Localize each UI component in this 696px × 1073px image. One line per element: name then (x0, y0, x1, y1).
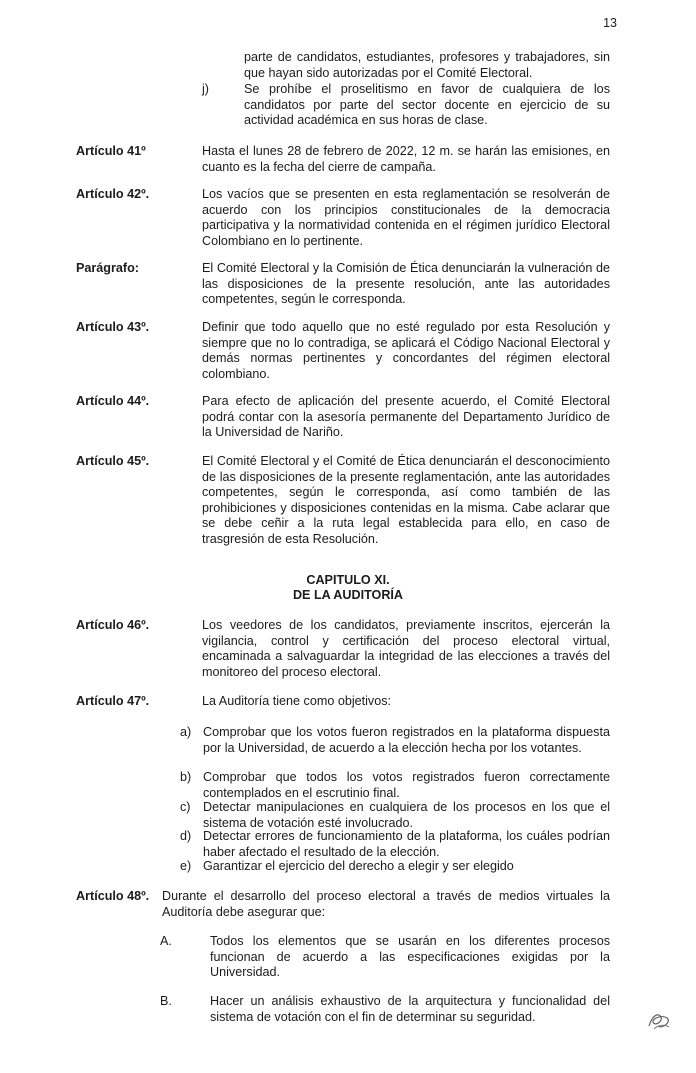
article-45-label: Artículo 45º. (76, 454, 150, 468)
article-42-label: Artículo 42º. (76, 187, 150, 201)
list-marker: a) (180, 725, 192, 739)
article-46-label: Artículo 46º. (76, 618, 150, 632)
list-item-text: Detectar manipulaciones en cualquiera de los procesos en los que el sistema de votación esté involucrado. (203, 800, 610, 830)
list-item-text: Comprobar que los votos fueron registrados en la plataforma dispuesta por la Universidad, de acuerdo a la elección hecha por los votantes. (203, 725, 610, 755)
list-item-text: Garantizar el ejercicio del derecho a elegir y ser elegido (203, 859, 514, 873)
paragrafo-label: Parágrafo: (76, 261, 139, 275)
list-marker: e) (180, 859, 192, 873)
list-item-j: Se prohíbe el proselitismo en favor de cualquiera de los candidatos por parte del sector docente en ejercicio de su actividad académica en sus horas de clase. (244, 82, 610, 128)
paragrafo-text: El Comité Electoral y la Comisión de Ética denunciarán la vulneración de las disposiciones de la presente resolución, ante las autoridades competentes, según le corresponda. (202, 261, 610, 307)
article-44-label: Artículo 44º. (76, 394, 150, 408)
list-item (180, 770, 610, 801)
list-item (180, 829, 610, 860)
article-43-label: Artículo 43º. (76, 320, 150, 334)
article-44-text: Para efecto de aplicación del presente acuerdo, el Comité Electoral podrá contar con la asesoría permanente del Departamento Jurídico de la Universidad de Nariño. (202, 394, 610, 440)
list-marker: c) (180, 800, 191, 814)
continuation-text: parte de candidatos, estudiantes, profesores y trabajadores, sin que hayan sido autorizadas por el Comité Electoral. (244, 50, 610, 80)
article-47-text: La Auditoría tiene como objetivos: (202, 694, 392, 708)
article-41-label: Artículo 41º (76, 144, 146, 158)
list-item-text: Comprobar que todos los votos registrados fueron correctamente contemplados en el escrutinio final. (203, 770, 610, 800)
list-marker: b) (180, 770, 192, 784)
article-48-label: Artículo 48º. (76, 889, 150, 903)
chapter-subtitle: DE LA AUDITORÍA (292, 588, 404, 602)
list-item (160, 994, 610, 1025)
article-42-text: Los vacíos que se presenten en esta reglamentación se resolverán de acuerdo con los principios constitucionales de la democracia participativa y la normatividad contenida en el régimen jurídico Electoral Colombiano en lo pertinente. (202, 187, 610, 248)
chapter-title: CAPITULO XI. (306, 573, 390, 587)
list-item-text: Hacer un análisis exhaustivo de la arquitectura y funcionalidad del sistema de votación con el fin de determinar su seguridad. (210, 994, 610, 1024)
signature-mark (646, 1008, 672, 1034)
list-item-text: Todos los elementos que se usarán en los diferentes procesos funcionan de acuerdo a las especificaciones exigidas por la Universidad. (210, 934, 610, 980)
page-number: 13 (603, 16, 617, 30)
list-item (180, 859, 610, 875)
article-48-text: Durante el desarrollo del proceso electoral a través de medios virtuales la Auditoría debe asegurar que: (162, 889, 610, 919)
article-41-text: Hasta el lunes 28 de febrero de 2022, 12 m. se harán las emisiones, en cuanto es la fecha del cierre de campaña. (202, 144, 610, 174)
article-45-text: El Comité Electoral y el Comité de Ética denunciarán el desconocimiento de las disposiciones de la presente reglamentación, ante las autoridades competentes, según le corresponda, así como también de las prohibiciones y disposiciones contenidas en la misma. Cabe aclarar que se debe ceñir a la ruta legal establecida para ello, en caso de trasgresión de esta Resolución. (202, 454, 610, 546)
list-marker-j: j) (202, 82, 209, 96)
list-marker: B. (160, 994, 172, 1008)
list-marker: A. (160, 934, 172, 948)
list-item (180, 800, 610, 831)
list-item (160, 934, 610, 981)
list-item-text: Detectar errores de funcionamiento de la plataforma, los cuáles podrían haber afectado el resultado de la elección. (203, 829, 610, 859)
list-marker: d) (180, 829, 192, 843)
list-item (180, 725, 610, 756)
article-46-text: Los veedores de los candidatos, previamente inscritos, ejercerán la vigilancia, control y certificación del proceso electoral virtual, encaminada a salvaguardar la integridad de las elecciones a través del monitoreo del proceso electoral. (202, 618, 610, 679)
article-43-text: Definir que todo aquello que no esté regulado por esta Resolución y siempre que no lo contradiga, se aplicará el Código Nacional Electoral y demás normas pertinentes y concordantes del régimen electoral colombiano. (202, 320, 610, 381)
article-47-label: Artículo 47º. (76, 694, 150, 708)
